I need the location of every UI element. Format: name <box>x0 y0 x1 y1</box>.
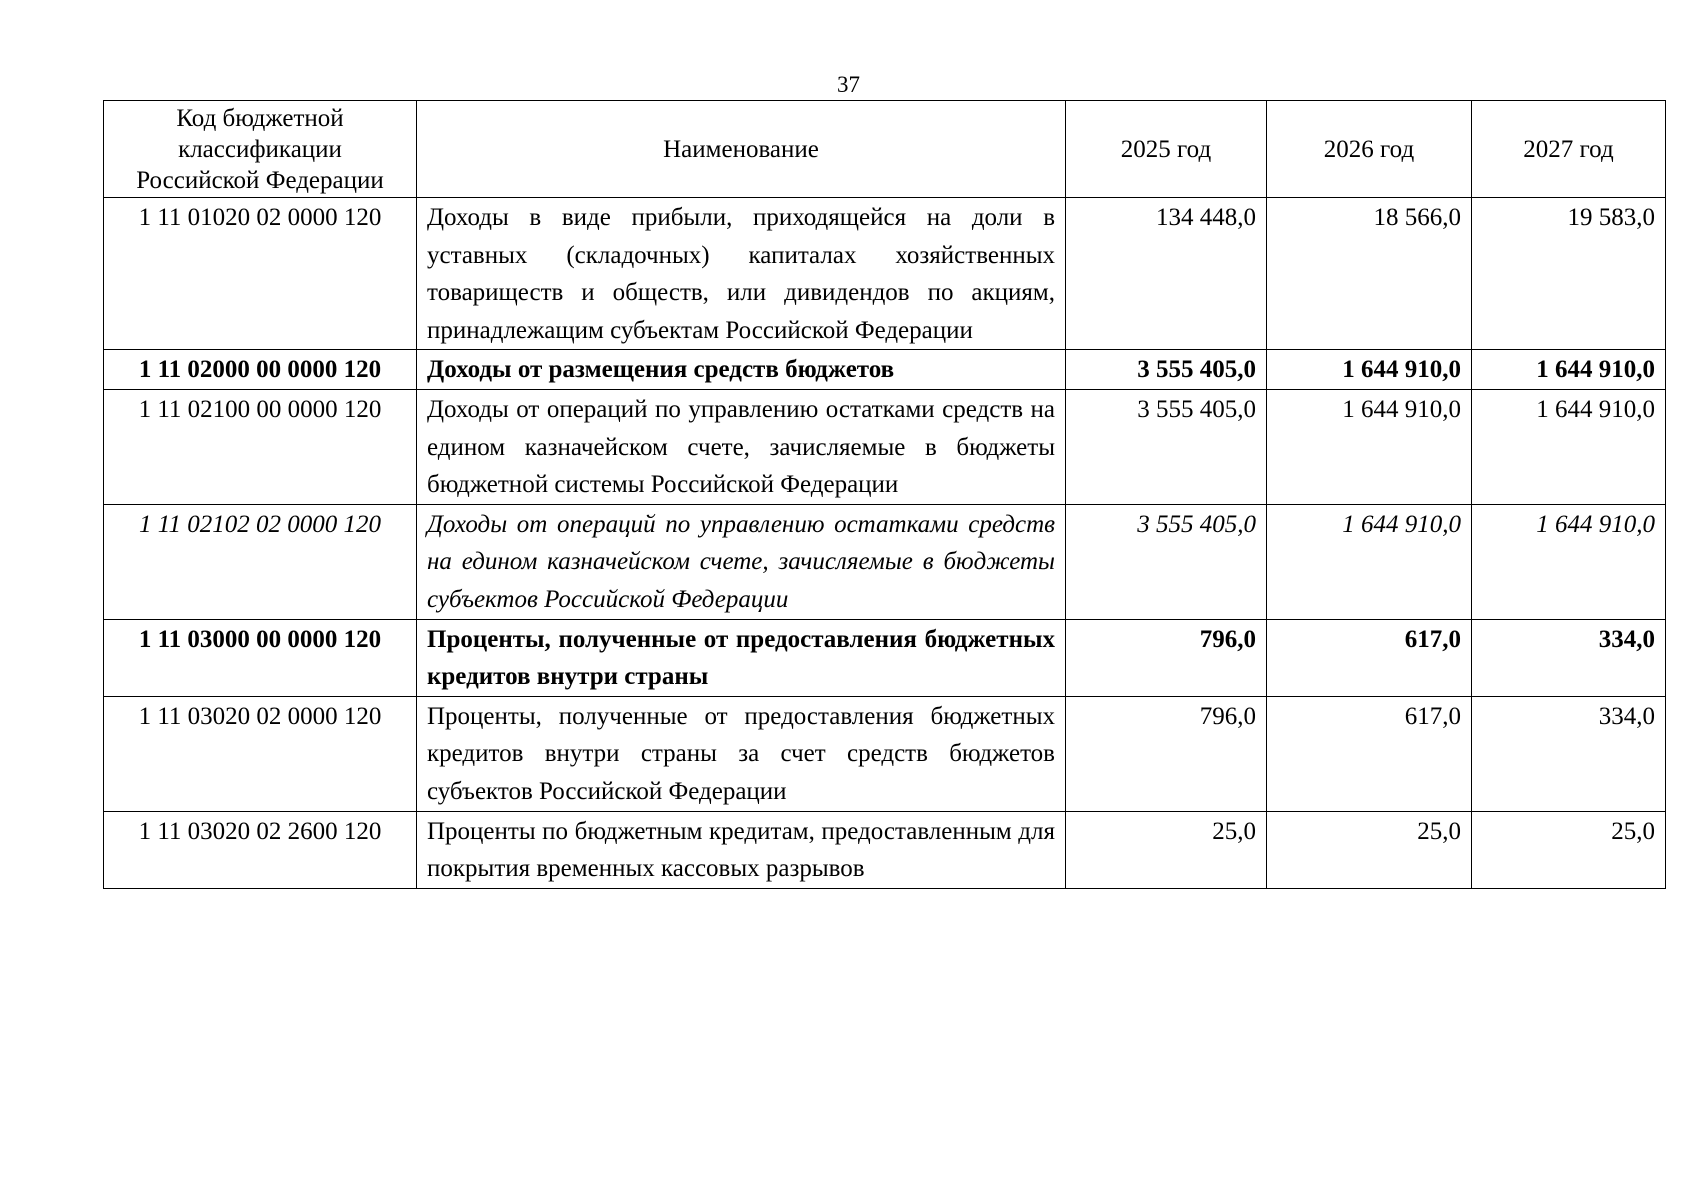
row-value-2027: 1 644 910,0 <box>1472 350 1666 390</box>
row-value-2027: 334,0 <box>1472 619 1666 696</box>
header-name: Наименование <box>417 101 1066 198</box>
row-value-2025: 796,0 <box>1066 696 1267 811</box>
row-value-2025: 3 555 405,0 <box>1066 350 1267 390</box>
row-value-2026: 617,0 <box>1267 619 1472 696</box>
table-header-row <box>104 101 1666 198</box>
row-value-2026: 1 644 910,0 <box>1267 389 1472 504</box>
row-code: 1 11 03020 02 2600 120 <box>104 811 417 888</box>
row-code: 1 11 02000 00 0000 120 <box>104 350 417 390</box>
row-name: Доходы от операций по управлению остатками средств на едином казначейском счете, зачисляемые в бюджеты бюджетной системы Российской Федерации <box>417 389 1066 504</box>
row-value-2026: 25,0 <box>1267 811 1472 888</box>
table-row <box>104 619 1666 696</box>
row-code: 1 11 01020 02 0000 120 <box>104 198 417 350</box>
header-2027: 2027 год <box>1472 101 1666 198</box>
table-row <box>104 504 1666 619</box>
row-name: Доходы в виде прибыли, приходящейся на доли в уставных (складочных) капиталах хозяйственных товариществ и обществ, или дивидендов по акциям, принадлежащим субъектам Российской Федерации <box>417 198 1066 350</box>
row-value-2026: 1 644 910,0 <box>1267 504 1472 619</box>
table-row <box>104 198 1666 350</box>
row-code: 1 11 03000 00 0000 120 <box>104 619 417 696</box>
row-value-2026: 617,0 <box>1267 696 1472 811</box>
row-value-2025: 796,0 <box>1066 619 1267 696</box>
page-number: 37 <box>837 72 860 97</box>
header-code: Код бюджетной классификации Российской Федерации <box>104 101 417 198</box>
row-name: Проценты, полученные от предоставления бюджетных кредитов внутри страны <box>417 619 1066 696</box>
row-code: 1 11 02102 02 0000 120 <box>104 504 417 619</box>
table-row <box>104 811 1666 888</box>
header-2025: 2025 год <box>1066 101 1267 198</box>
row-value-2027: 1 644 910,0 <box>1472 389 1666 504</box>
row-value-2026: 1 644 910,0 <box>1267 350 1472 390</box>
row-value-2025: 25,0 <box>1066 811 1267 888</box>
budget-table <box>103 100 1666 889</box>
row-code: 1 11 03020 02 0000 120 <box>104 696 417 811</box>
row-value-2025: 3 555 405,0 <box>1066 389 1267 504</box>
row-value-2027: 25,0 <box>1472 811 1666 888</box>
row-name: Проценты, полученные от предоставления бюджетных кредитов внутри страны за счет средств бюджетов субъектов Российской Федерации <box>417 696 1066 811</box>
row-value-2025: 3 555 405,0 <box>1066 504 1267 619</box>
row-value-2027: 1 644 910,0 <box>1472 504 1666 619</box>
row-value-2026: 18 566,0 <box>1267 198 1472 350</box>
row-value-2025: 134 448,0 <box>1066 198 1267 350</box>
row-value-2027: 334,0 <box>1472 696 1666 811</box>
row-name: Доходы от операций по управлению остатками средств на едином казначейском счете, зачисляемые в бюджеты субъектов Российской Федерации <box>417 504 1066 619</box>
row-code: 1 11 02100 00 0000 120 <box>104 389 417 504</box>
row-name: Доходы от размещения средств бюджетов <box>417 350 1066 390</box>
table-row <box>104 389 1666 504</box>
header-2026: 2026 год <box>1267 101 1472 198</box>
table-row <box>104 350 1666 390</box>
row-value-2027: 19 583,0 <box>1472 198 1666 350</box>
row-name: Проценты по бюджетным кредитам, предоставленным для покрытия временных кассовых разрывов <box>417 811 1066 888</box>
table-row <box>104 696 1666 811</box>
